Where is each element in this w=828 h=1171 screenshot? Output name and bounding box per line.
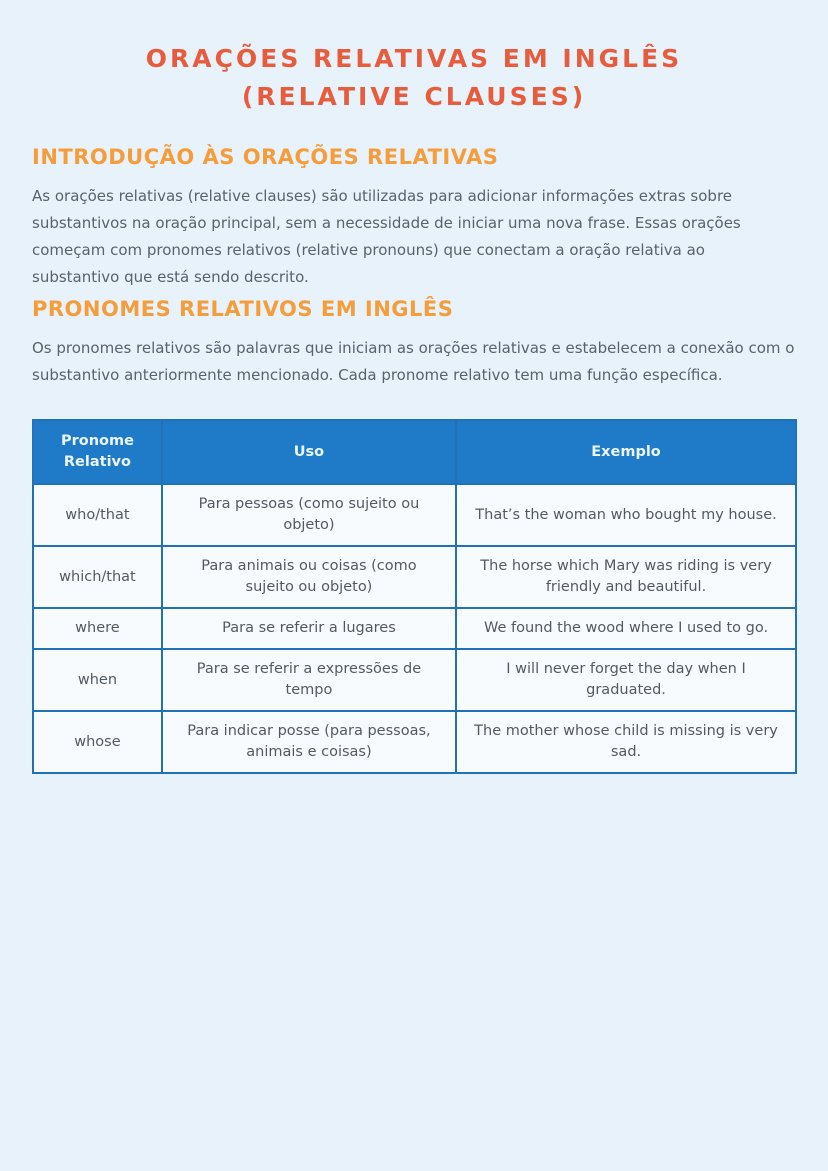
- section-heading-introducao: INTRODUÇÃO ÀS ORAÇÕES RELATIVAS: [32, 145, 499, 169]
- pronoun-cell: who/that: [33, 484, 162, 546]
- uso-cell: Para indicar posse (para pessoas, animais e coisas): [162, 711, 456, 773]
- table-header-row: [33, 420, 796, 484]
- table-row: [33, 649, 796, 711]
- exemplo-cell: The mother whose child is missing is very sad.: [456, 711, 796, 773]
- pronoun-cell: when: [33, 649, 162, 711]
- section-introducao: [32, 145, 796, 291]
- uso-cell: Para animais ou coisas (como sujeito ou objeto): [162, 546, 456, 608]
- exemplo-cell: That’s the woman who bought my house.: [456, 484, 796, 546]
- table-row: [33, 484, 796, 546]
- uso-cell: Para se referir a lugares: [162, 608, 456, 649]
- table-row: [33, 711, 796, 773]
- exemplo-cell: The horse which Mary was riding is very friendly and beautiful.: [456, 546, 796, 608]
- header-cell-exemplo: Exemplo: [456, 420, 796, 484]
- header-cell-uso: Uso: [162, 420, 456, 484]
- table-row: [33, 608, 796, 649]
- section-paragraph-introducao: As orações relativas (relative clauses) são utilizadas para adicionar informações extras sobre substantivos na oração principal, sem a necessidade de iniciar uma nova frase. Essas orações começam com pronomes relativos (relative pronouns) que conectam a oração relativa ao substantivo que está sendo descrito.: [32, 187, 741, 286]
- table-body: [33, 484, 796, 773]
- exemplo-cell: We found the wood where I used to go.: [456, 608, 796, 649]
- uso-cell: Para se referir a expressões de tempo: [162, 649, 456, 711]
- uso-cell: Para pessoas (como sujeito ou objeto): [162, 484, 456, 546]
- section-paragraph-pronomes: Os pronomes relativos são palavras que iniciam as orações relativas e estabelecem a conexão com o substantivo anteriormente mencionado. Cada pronome relativo tem uma função específica.: [32, 339, 795, 384]
- pronoun-cell: whose: [33, 711, 162, 773]
- section-pronomes: [32, 297, 796, 389]
- pronoun-cell: where: [33, 608, 162, 649]
- table-header: [33, 420, 796, 484]
- page-title: ORAÇÕES RELATIVAS EM INGLÊS (RELATIVE CLAUSES): [145, 44, 683, 111]
- pronoun-cell: which/that: [33, 546, 162, 608]
- header-cell-pronome-relativo: Pronome Relativo: [33, 420, 162, 484]
- relative-pronouns-table: [32, 419, 797, 774]
- table-row: [33, 546, 796, 608]
- exemplo-cell: I will never forget the day when I graduated.: [456, 649, 796, 711]
- section-heading-pronomes: PRONOMES RELATIVOS EM INGLÊS: [32, 297, 454, 321]
